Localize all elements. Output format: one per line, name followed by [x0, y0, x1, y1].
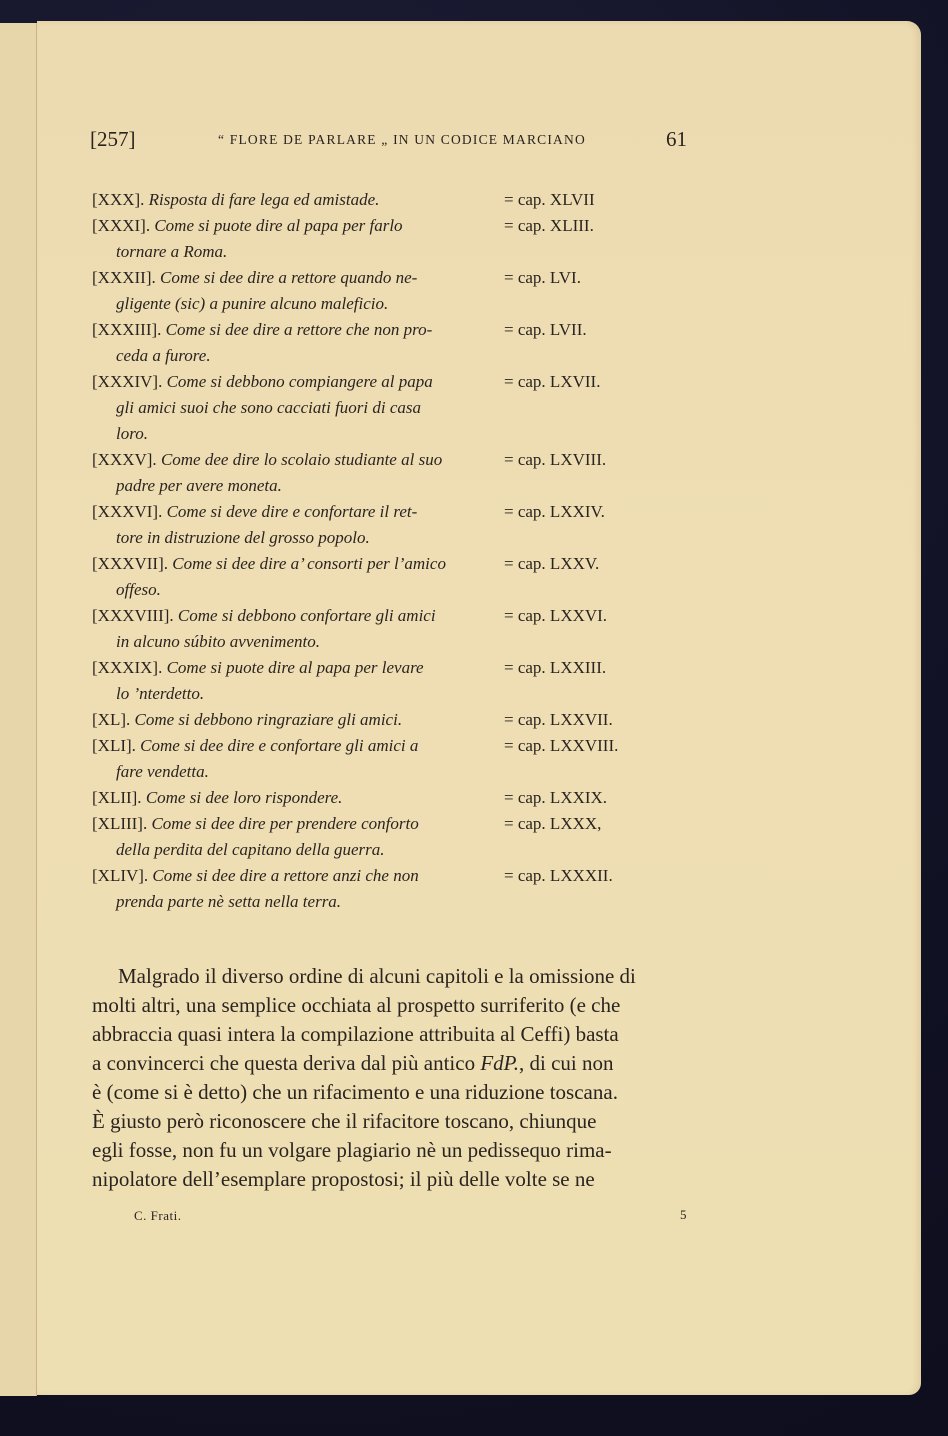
- chapter-number: [XLII].: [92, 788, 142, 807]
- body-line: nipolatore dell’esemplare propostosi; il più delle volte se ne: [92, 1167, 595, 1191]
- chapter-reference: = cap. LXXVI.: [504, 606, 608, 625]
- chapter-number: [XXXVII].: [92, 554, 169, 573]
- body-line: egli fosse, non fu un volgare plagiario nè un pedissequo rima-: [92, 1138, 612, 1162]
- chapter-reference: = cap. LVI.: [504, 268, 581, 287]
- chapter-title: Come si dee dire a’ consorti per l’amico: [172, 554, 446, 573]
- previous-page-edge: [0, 23, 37, 1396]
- toc-entry-first-line: [92, 655, 607, 681]
- chapter-title: Come dee dire lo scolaio studiante al suo: [160, 450, 443, 469]
- chapter-title-continuation: fare vendetta.: [116, 762, 209, 781]
- chapter-title: Come si deve dire e confortare il ret-: [166, 502, 418, 521]
- toc-entry-first-line: [92, 551, 600, 577]
- chapter-title-continuation: padre per avere moneta.: [116, 476, 282, 495]
- toc-entry: [92, 603, 652, 655]
- chapter-reference: = cap. LXVII.: [504, 372, 601, 391]
- chapter-title-continuation: offeso.: [116, 580, 161, 599]
- toc-entry: [92, 707, 652, 733]
- signature-mark: C. Frati.: [134, 1208, 182, 1223]
- toc-entry-first-line: [92, 187, 595, 213]
- running-title: “ FLORE DE PARLARE „ IN UN CODICE MARCIANO: [218, 132, 586, 147]
- toc-entry-first-line: [92, 213, 594, 239]
- chapter-reference: = cap. LXVIII.: [504, 450, 607, 469]
- chapter-title-continuation: gligente (sic) a punire alcuno maleficio.: [116, 294, 389, 313]
- chapter-reference: = cap. LXXX,: [504, 814, 602, 833]
- chapter-title-continuation: ceda a furore.: [116, 346, 211, 365]
- chapter-number: [XXXIX].: [92, 658, 163, 677]
- toc-entry: [92, 733, 652, 785]
- chapter-reference: = cap. LXXIII.: [504, 658, 607, 677]
- chapter-reference: = cap. LXXVIII.: [504, 736, 619, 755]
- chapter-number: [XXXII].: [92, 268, 156, 287]
- chapter-title-continuation: gli amici suoi che sono cacciati fuori di casa: [116, 398, 422, 417]
- chapter-number: [XL].: [92, 710, 131, 729]
- chapter-title: Come si debbono confortare gli amici: [177, 606, 436, 625]
- chapter-title: Come si dee dire a rettore anzi che non: [152, 866, 419, 885]
- toc-entry: [92, 265, 652, 317]
- chapter-number: [XXXVI].: [92, 502, 163, 521]
- chapter-title: Come si puote dire al papa per farlo: [154, 216, 403, 235]
- body-line: È giusto però riconoscere che il rifacitore toscano, chiunque: [92, 1109, 597, 1133]
- chapter-title-continuation: in alcuno súbito avvenimento.: [116, 632, 320, 651]
- toc-entry: [92, 655, 652, 707]
- chapter-title-continuation: prenda parte nè setta nella terra.: [116, 892, 342, 911]
- chapter-title-continuation: tornare a Roma.: [116, 242, 228, 261]
- chapter-title-continuation: della perdita del capitano della guerra.: [116, 840, 385, 859]
- chapter-number: [XLI].: [92, 736, 136, 755]
- body-paragraph: [92, 962, 688, 1194]
- chapter-number: [XLIV].: [92, 866, 149, 885]
- chapter-number: [XXXI].: [92, 216, 151, 235]
- chapter-title: Come si debbono ringraziare gli amici.: [134, 710, 403, 729]
- chapter-title: Come si dee dire e confortare gli amici a: [140, 736, 419, 755]
- bracket-page-number: [257]: [90, 127, 136, 151]
- toc-entry-first-line: [92, 863, 613, 889]
- chapter-title: Come si puote dire al papa per levare: [166, 658, 424, 677]
- toc-entry-first-line: [92, 317, 587, 343]
- chapter-title: Come si dee dire per prendere conforto: [151, 814, 419, 833]
- chapter-reference: = cap. XLIII.: [504, 216, 594, 235]
- toc-entry: [92, 213, 652, 265]
- chapter-number: [XXXIV].: [92, 372, 163, 391]
- chapter-number: [XXXIII].: [92, 320, 162, 339]
- toc-entry-first-line: [92, 811, 602, 837]
- body-line: [92, 1049, 688, 1078]
- chapter-reference: = cap. LXXXII.: [504, 866, 613, 885]
- chapter-reference: = cap. LXXIX.: [504, 788, 608, 807]
- chapter-title: Come si debbono compiangere al papa: [166, 372, 433, 391]
- body-line: molti altri, una semplice occhiata al prospetto surriferito (e che: [92, 993, 621, 1017]
- signature-number: 5: [680, 1207, 687, 1222]
- chapter-number: [XXXV].: [92, 450, 157, 469]
- body-text-span: a convincerci che questa deriva dal più antico: [92, 1051, 481, 1075]
- chapter-title: Come si dee loro rispondere.: [145, 788, 343, 807]
- page-number: 61: [666, 127, 687, 151]
- toc-entry-first-line: [92, 733, 619, 759]
- abbreviation-fdp: FdP.: [480, 1051, 520, 1075]
- body-line: abbraccia quasi intera la compilazione attribuita al Ceffi) basta: [92, 1022, 619, 1046]
- chapter-title: Come si dee dire a rettore quando ne-: [159, 268, 418, 287]
- toc-entry-first-line: [92, 603, 608, 629]
- running-head: [90, 127, 780, 153]
- toc-entry-first-line: [92, 707, 613, 733]
- toc-entry: [92, 551, 652, 603]
- toc-entry-first-line: [92, 447, 607, 473]
- body-line: Malgrado il diverso ordine di alcuni capitoli e la omissione di: [118, 964, 636, 988]
- toc-entry: [92, 499, 652, 551]
- toc-entry: [92, 317, 652, 369]
- chapter-number: [XXXVIII].: [92, 606, 174, 625]
- toc-entry-first-line: [92, 785, 608, 811]
- toc-entry: [92, 811, 652, 863]
- chapter-reference: = cap. LXXVII.: [504, 710, 613, 729]
- chapter-number: [XLIII].: [92, 814, 148, 833]
- body-text-span: , di cui non: [519, 1051, 614, 1075]
- chapter-title-continuation: loro.: [116, 424, 148, 443]
- chapter-reference: = cap. LXXIV.: [504, 502, 605, 521]
- chapter-title-continuation: lo ’nterdetto.: [116, 684, 205, 703]
- chapter-title: Risposta di fare lega ed amistade.: [148, 190, 380, 209]
- toc-entry: [92, 187, 652, 213]
- toc-entry-first-line: [92, 499, 605, 525]
- toc-entry-first-line: [92, 265, 581, 291]
- toc-entry: [92, 785, 652, 811]
- toc-entry: [92, 863, 652, 915]
- toc-entry-first-line: [92, 369, 601, 395]
- chapter-title: Come si dee dire a rettore che non pro-: [165, 320, 433, 339]
- chapter-reference: = cap. LXXV.: [504, 554, 600, 573]
- chapter-reference: = cap. XLVII: [504, 190, 595, 209]
- chapter-reference: = cap. LVII.: [504, 320, 587, 339]
- chapter-number: [XXX].: [92, 190, 145, 209]
- toc-entry: [92, 447, 652, 499]
- body-line: è (come si è detto) che un rifacimento e una riduzione toscana.: [92, 1080, 618, 1104]
- chapter-title-continuation: tore in distruzione del grosso popolo.: [116, 528, 370, 547]
- chapter-concordance-list: [92, 187, 652, 915]
- toc-entry: [92, 369, 652, 447]
